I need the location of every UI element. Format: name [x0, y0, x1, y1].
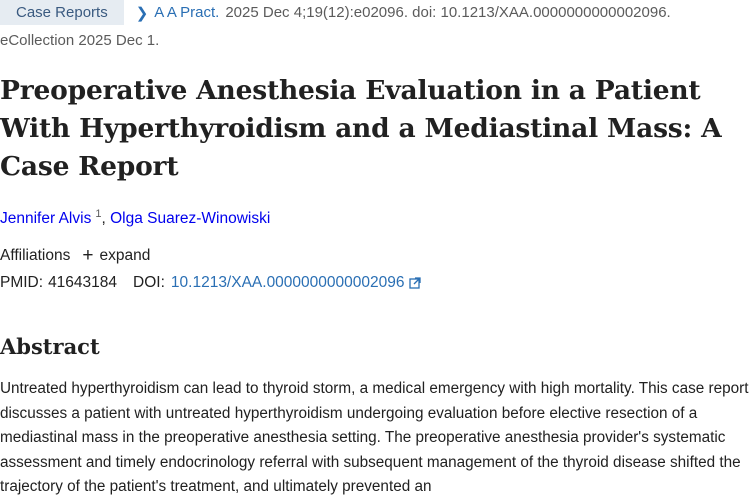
- author-list: [0, 208, 270, 228]
- expand-affiliations-button[interactable]: [82, 246, 150, 265]
- doi-label: DOI:: [133, 274, 165, 291]
- citation-line: [0, 0, 671, 25]
- author-separator: ,: [101, 210, 111, 227]
- external-link-icon[interactable]: [409, 277, 421, 289]
- citation-details: 2025 Dec 4;19(12):e02096. doi: 10.1213/XAA.0000000000002096.: [225, 4, 671, 21]
- pmid-label: PMID:: [0, 274, 44, 291]
- affiliations-row: [0, 246, 150, 265]
- publication-type-badge[interactable]: Case Reports: [0, 0, 124, 25]
- pmid-value: 41643184: [48, 274, 118, 291]
- article-title: Preoperative Anesthesia Evaluation in a Patient With Hyperthyroidism and a Mediastinal Mass: A Case Report: [0, 75, 722, 182]
- doi-link[interactable]: 10.1213/XAA.0000000000002096: [170, 274, 405, 291]
- identifiers-row: [0, 274, 421, 292]
- plus-icon: +: [82, 245, 94, 266]
- author-link[interactable]: Olga Suarez-Winowiski: [110, 210, 271, 227]
- ecollection-date: eCollection 2025 Dec 1.: [0, 32, 160, 49]
- journal-link[interactable]: A A Pract.: [154, 4, 220, 21]
- abstract-text: Untreated hyperthyroidism can lead to thyroid storm, a medical emergency with high mortality. This case report discusses a patient with untreated hyperthyroidism undergoing evaluation before elective resection of a mediastinal mass in the preoperative anesthesia setting. The preoperative anesthesia provider's systematic assessment and timely endocrinology referral with subsequent management of the thyroid disease shifted the trajectory of the patient's treatment, and ultimately prevented an: [0, 380, 749, 495]
- author-link[interactable]: Jennifer Alvis: [0, 210, 92, 227]
- affiliation-ref[interactable]: 1: [95, 208, 102, 220]
- affiliations-label: Affiliations: [0, 246, 71, 264]
- citation: [136, 4, 671, 22]
- chevron-right-icon[interactable]: ❯: [135, 4, 149, 22]
- expand-label: expand: [99, 246, 151, 264]
- abstract-heading: Abstract: [0, 334, 100, 359]
